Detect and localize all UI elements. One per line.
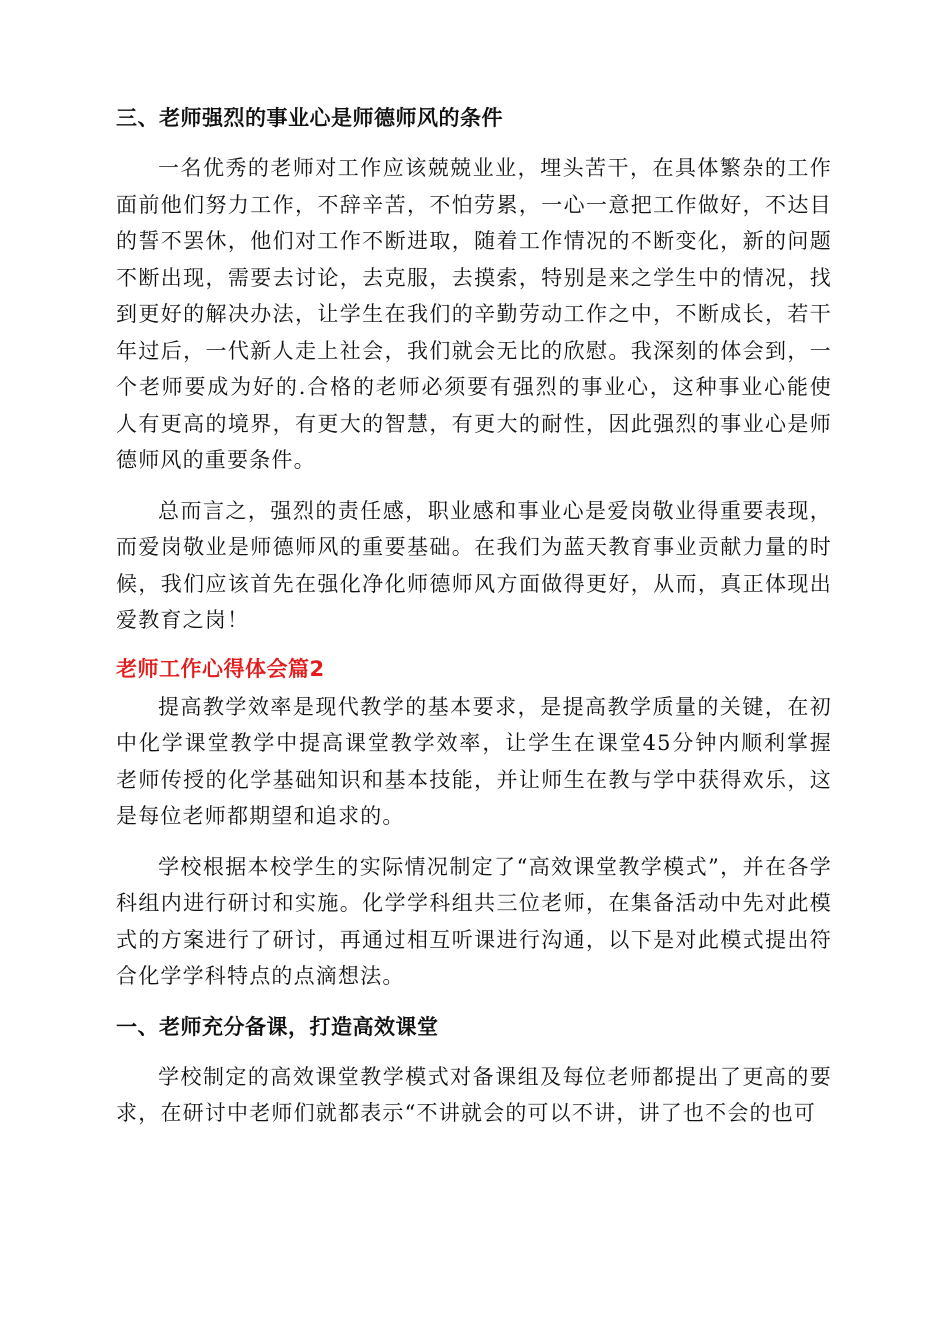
paragraph-school-model: 学校根据本校学生的实际情况制定了“高效课堂教学模式”，并在各学科组内进行研讨和实施。化学学科组共三位老师，在集备活动中先对此模式的方案进行了研讨，再通过相互听课进行沟通，以下是对此模式提出符合化学学科特点的点滴想法。 <box>116 854 832 988</box>
paragraph-teaching-efficiency: 提高教学效率是现代教学的基本要求，是提高教学质量的关键，在初中化学课堂教学中提高课堂教学效率，让学生在课堂45分钟内顺利掌握老师传授的化学基础知识和基本技能，并让师生在教与学中获得欢乐，这是每位老师都期望和追求的。 <box>116 694 832 828</box>
section-3-heading: 三、老师强烈的事业心是师德师风的条件 <box>116 106 503 130</box>
paragraph-dedication: 一名优秀的老师对工作应该兢兢业业，埋头苦干，在具体繁杂的工作面前他们努力工作，不辞辛苦，不怕劳累，一心一意把工作做好，不达目的誓不罢休，他们对工作不断进取，随着工作情况的不断变化，新的问题不断出现，需要去讨论，去克服，去摸索，特别是来之学生中的情况，找到更好的解决办法，让学生在我们的辛勤劳动工作之中，不断成长，若干年过后，一代新人走上社会，我们就会无比的欣慰。我深刻的体会到，一个老师要成为好的.合格的老师必须要有强烈的事业心，这种事业心能使人有更高的境界，有更大的智慧，有更大的耐性，因此强烈的事业心是师德师风的重要条件。 <box>116 156 832 472</box>
paragraph-lesson-prep: 学校制定的高效课堂教学模式对备课组及每位老师都提出了更高的要求，在研讨中老师们就都表示“不讲就会的可以不讲，讲了也不会的也可 <box>116 1064 832 1125</box>
paragraph-summary: 总而言之，强烈的责任感，职业感和事业心是爱岗敬业得重要表现，而爱岗敬业是师德师风的重要基础。在我们为蓝天教育事业贡献力量的时候，我们应该首先在强化净化师德师风方面做得更好，从而，真正体现出爱教育之岗！ <box>116 498 832 632</box>
article-2-title: 老师工作心得体会篇2 <box>116 656 325 681</box>
document-page <box>116 100 832 1132</box>
section-1-heading: 一、老师充分备课，打造高效课堂 <box>116 1014 439 1039</box>
